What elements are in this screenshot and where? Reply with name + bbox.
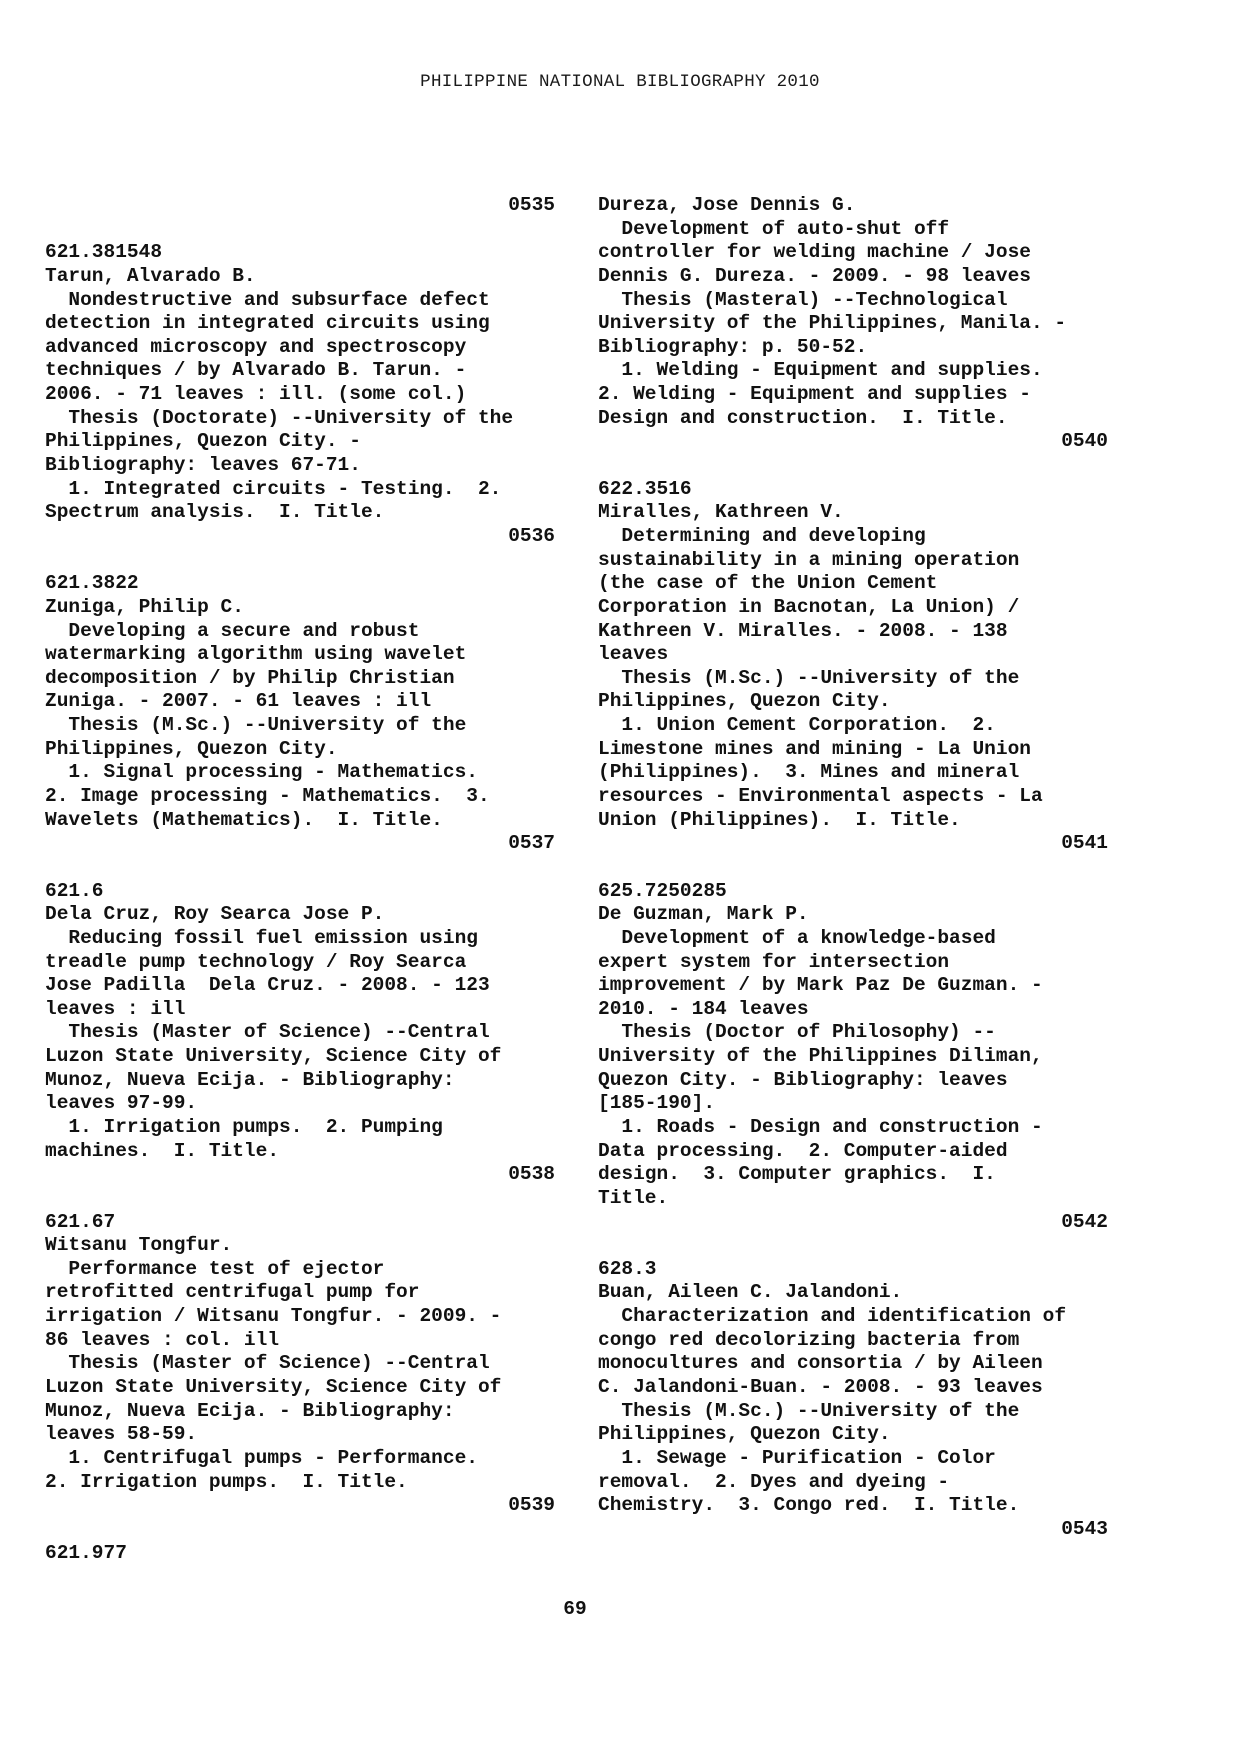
text-line: Jose Padilla Dela Cruz. - 2008. - 123 bbox=[45, 974, 490, 997]
text-line: 1. Integrated circuits - Testing. 2. bbox=[45, 477, 502, 500]
text-line: Thesis (Master of Science) --Central bbox=[45, 1352, 490, 1375]
text-line: Thesis (M.Sc.) --University of the bbox=[598, 1399, 1020, 1422]
text-line: Corporation in Bacnotan, La Union) / bbox=[598, 595, 1020, 618]
text-line: Thesis (Masteral) --Technological bbox=[598, 288, 1008, 311]
page-number: 69 bbox=[563, 1598, 587, 1620]
record-number: 0537 bbox=[508, 832, 555, 855]
text-line: Thesis (Doctorate) --University of the bbox=[45, 406, 514, 429]
text-line: Buan, Aileen C. Jalandoni. bbox=[598, 1281, 903, 1304]
text-line: leaves 58-59. bbox=[45, 1423, 198, 1446]
text-line: 1. Union Cement Corporation. 2. bbox=[598, 714, 996, 737]
text-line: 1. Centrifugal pumps - Performance. bbox=[45, 1446, 478, 1469]
text-line: 86 leaves : col. ill bbox=[45, 1328, 280, 1351]
text-line: 1. Signal processing - Mathematics. bbox=[45, 761, 478, 784]
text-line: resources - Environmental aspects - La bbox=[598, 785, 1043, 808]
text-line: retrofitted centrifugal pump for bbox=[45, 1281, 420, 1304]
text-line: Zuniga, Philip C. bbox=[45, 595, 244, 618]
page-header: PHILIPPINE NATIONAL BIBLIOGRAPHY 2010 bbox=[420, 72, 820, 92]
text-line: Dela Cruz, Roy Searca Jose P. bbox=[45, 903, 385, 926]
text-line: Dureza, Jose Dennis G. bbox=[598, 194, 856, 216]
text-line bbox=[598, 856, 1108, 880]
text-line: sustainability in a mining operation bbox=[598, 548, 1020, 571]
text-line: decomposition / by Philip Christian bbox=[45, 666, 455, 689]
text-line: techniques / by Alvarado B. Tarun. - bbox=[45, 359, 467, 382]
record-number: 0535 bbox=[508, 194, 555, 216]
text-line: Quezon City. - Bibliography: leaves bbox=[598, 1068, 1008, 1091]
text-line: Nondestructive and subsurface defect bbox=[45, 288, 490, 311]
record-number: 0539 bbox=[508, 1494, 555, 1517]
text-line: Characterization and identification of bbox=[598, 1305, 1067, 1328]
text-line: Zuniga. - 2007. - 61 leaves : ill bbox=[45, 690, 432, 713]
text-line: Miralles, Kathreen V. bbox=[598, 501, 844, 524]
text-line: 621.3822 bbox=[45, 572, 139, 595]
text-line: Developing a secure and robust bbox=[45, 619, 420, 642]
text-line: congo red decolorizing bacteria from bbox=[598, 1328, 1020, 1351]
left-column bbox=[45, 194, 555, 1565]
text-line bbox=[45, 1187, 555, 1211]
text-line: 621.977 bbox=[45, 1541, 127, 1564]
text-line bbox=[598, 454, 1108, 478]
text-line: controller for welding machine / Jose bbox=[598, 241, 1031, 264]
text-line: Limestone mines and mining - La Union bbox=[598, 737, 1031, 760]
record-number: 0542 bbox=[1061, 1210, 1108, 1233]
text-line: improvement / by Mark Paz De Guzman. - bbox=[598, 974, 1043, 997]
record-number: 0541 bbox=[1061, 832, 1108, 855]
text-line bbox=[45, 856, 555, 880]
text-line: machines. I. Title. bbox=[45, 1139, 280, 1162]
text-line: 621.67 bbox=[45, 1210, 116, 1233]
text-line: Design and construction. I. Title. bbox=[598, 406, 1008, 429]
text-line bbox=[45, 218, 555, 242]
text-line: C. Jalandoni-Buan. - 2008. - 93 leaves bbox=[598, 1376, 1043, 1399]
text-line: 1. Roads - Design and construction - bbox=[598, 1115, 1043, 1138]
text-line: irrigation / Witsanu Tongfur. - 2009. - bbox=[45, 1305, 502, 1328]
text-line: Thesis (Doctor of Philosophy) -- bbox=[598, 1021, 996, 1044]
text-line: Performance test of ejector bbox=[45, 1257, 385, 1280]
record-number: 0540 bbox=[1061, 430, 1108, 453]
text-line: leaves : ill bbox=[45, 997, 186, 1020]
text-line: Thesis (M.Sc.) --University of the bbox=[598, 666, 1020, 689]
text-line: leaves 97-99. bbox=[45, 1092, 198, 1115]
text-line: Reducing fossil fuel emission using bbox=[45, 926, 478, 949]
text-line: Munoz, Nueva Ecija. - Bibliography: bbox=[45, 1068, 455, 1091]
text-line: [185-190]. bbox=[598, 1092, 716, 1115]
text-line bbox=[598, 1234, 1108, 1258]
text-line: 2. Image processing - Mathematics. 3. bbox=[45, 785, 490, 808]
text-line bbox=[45, 1518, 555, 1542]
text-line: Kathreen V. Miralles. - 2008. - 138 bbox=[598, 619, 1008, 642]
text-line: 1. Irrigation pumps. 2. Pumping bbox=[45, 1115, 443, 1138]
text-line: monocultures and consortia / by Aileen bbox=[598, 1352, 1043, 1375]
text-line: (Philippines). 3. Mines and mineral bbox=[598, 761, 1020, 784]
text-line: 2. Welding - Equipment and supplies - bbox=[598, 383, 1031, 406]
text-line: watermarking algorithm using wavelet bbox=[45, 643, 467, 666]
text-line: Spectrum analysis. I. Title. bbox=[45, 501, 385, 524]
text-line: Philippines, Quezon City. - bbox=[45, 430, 361, 453]
text-line: Data processing. 2. Computer-aided bbox=[598, 1139, 1008, 1162]
text-line: University of the Philippines, Manila. - bbox=[598, 312, 1067, 335]
text-line: Witsanu Tongfur. bbox=[45, 1234, 233, 1257]
text-line: Thesis (Master of Science) --Central bbox=[45, 1021, 490, 1044]
text-line: treadle pump technology / Roy Searca bbox=[45, 950, 467, 973]
text-line: design. 3. Computer graphics. I. bbox=[598, 1163, 996, 1186]
text-line: Dennis G. Dureza. - 2009. - 98 leaves bbox=[598, 264, 1031, 287]
text-line: detection in integrated circuits using bbox=[45, 312, 490, 335]
text-line: Development of a knowledge-based bbox=[598, 926, 996, 949]
text-line: expert system for intersection bbox=[598, 950, 950, 973]
right-column bbox=[598, 194, 1108, 1542]
text-line: Tarun, Alvarado B. bbox=[45, 264, 256, 287]
text-line: Title. bbox=[598, 1186, 669, 1209]
text-line: Determining and developing bbox=[598, 524, 926, 547]
text-line: Luzon State University, Science City of bbox=[45, 1045, 502, 1068]
text-line: Munoz, Nueva Ecija. - Bibliography: bbox=[45, 1399, 455, 1422]
text-line: 628.3 bbox=[598, 1257, 657, 1280]
text-line: Philippines, Quezon City. bbox=[598, 1423, 891, 1446]
text-line bbox=[45, 549, 555, 573]
text-line: Wavelets (Mathematics). I. Title. bbox=[45, 808, 443, 831]
text-line: 625.7250285 bbox=[598, 879, 727, 902]
text-line: University of the Philippines Diliman, bbox=[598, 1045, 1043, 1068]
text-line: Development of auto-shut off bbox=[598, 217, 950, 240]
text-line: 2. Irrigation pumps. I. Title. bbox=[45, 1470, 408, 1493]
record-number: 0543 bbox=[1061, 1517, 1108, 1540]
record-number: 0538 bbox=[508, 1163, 555, 1186]
text-line: Philippines, Quezon City. bbox=[598, 690, 891, 713]
text-line: removal. 2. Dyes and dyeing - bbox=[598, 1470, 950, 1493]
text-line: Union (Philippines). I. Title. bbox=[598, 808, 961, 831]
text-line: Philippines, Quezon City. bbox=[45, 737, 338, 760]
text-line: 621.6 bbox=[45, 879, 104, 902]
text-line: 622.3516 bbox=[598, 477, 692, 500]
record-number: 0536 bbox=[508, 524, 555, 547]
text-line: 2010. - 184 leaves bbox=[598, 997, 809, 1020]
text-line: 1. Sewage - Purification - Color bbox=[598, 1446, 996, 1469]
text-line: Chemistry. 3. Congo red. I. Title. bbox=[598, 1494, 1020, 1517]
text-line: Bibliography: leaves 67-71. bbox=[45, 454, 361, 477]
text-line: De Guzman, Mark P. bbox=[598, 903, 809, 926]
text-line: Thesis (M.Sc.) --University of the bbox=[45, 714, 467, 737]
text-line: leaves bbox=[598, 643, 669, 666]
text-line: Luzon State University, Science City of bbox=[45, 1376, 502, 1399]
text-line: 1. Welding - Equipment and supplies. bbox=[598, 359, 1043, 382]
text-line: Bibliography: p. 50-52. bbox=[598, 335, 868, 358]
text-line: 2006. - 71 leaves : ill. (some col.) bbox=[45, 383, 467, 406]
text-line: (the case of the Union Cement bbox=[598, 572, 938, 595]
text-line: 621.381548 bbox=[45, 241, 163, 264]
text-line: advanced microscopy and spectroscopy bbox=[45, 335, 467, 358]
